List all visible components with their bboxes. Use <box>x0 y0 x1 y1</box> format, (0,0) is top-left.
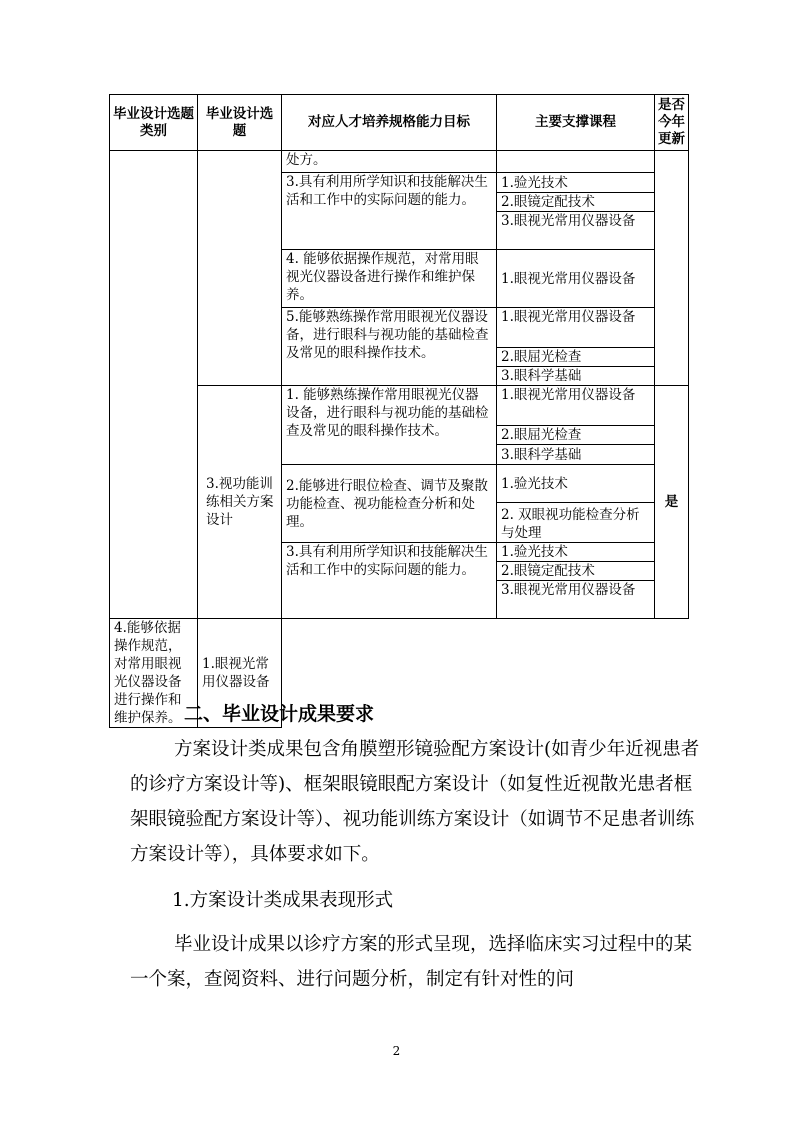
updated-yes: 是 <box>655 386 689 619</box>
category-cell <box>110 151 198 619</box>
ability-continued: 处方。 <box>282 151 497 173</box>
section-heading: 二、毕业设计成果要求 <box>184 703 375 725</box>
course-g2-3-3: 3.眼视光常用仪器设备 <box>497 581 655 619</box>
course-g1-5-3: 3.眼科学基础 <box>497 367 655 386</box>
paragraph-1: 方案设计类成果包含角膜塑形镜验配方案设计(如青少年近视患者的诊疗方案设计等)、框架眼镜眼配方案设计（如复性近视散光患者框架眼镜验配方案设计等）、视功能训练方案设计（如调节不足患者训练方案设计等），具体要求如下。 <box>130 739 700 865</box>
course-g1-4-1: 1.眼视光常用仪器设备 <box>497 250 655 308</box>
updated-cell-continued <box>655 151 689 386</box>
ability-g2-2: 2.能够进行眼位检查、调节及聚散功能检查、视功能检查分析和处理。 <box>282 465 497 543</box>
ability-g1-3: 3.具有利用所学知识和技能解决生活和工作中的实际问题的能力。 <box>282 173 497 250</box>
course-g2-1-1: 1.眼视光常用仪器设备 <box>497 386 655 426</box>
ability-g1-4: 4. 能够依据操作规范，对常用眼视光仪器设备进行操作和维护保养。 <box>282 250 497 308</box>
course-g1-3-2: 2.眼镜定配技术 <box>497 193 655 212</box>
header-courses: 主要支撑课程 <box>497 95 655 151</box>
course-g2-1-3: 3.眼科学基础 <box>497 445 655 465</box>
curriculum-table <box>109 94 689 728</box>
header-updated: 是否今年更新 <box>655 95 689 151</box>
sub-heading: 1.方案设计类成果表现形式 <box>172 890 394 911</box>
course-g2-4-1: 1.眼视光常用仪器设备 <box>198 619 282 728</box>
ability-g2-1: 1. 能够熟练操作常用眼视光仪器设备，进行眼科与视功能的基础检查及常见的眼科操作技术。 <box>282 386 497 465</box>
course-g2-1-2: 2.眼屈光检查 <box>497 426 655 445</box>
course-g2-3-1: 1.验光技术 <box>497 543 655 562</box>
course-cell-empty <box>497 151 655 173</box>
course-g2-3-2: 2.眼镜定配技术 <box>497 562 655 581</box>
course-g1-5-2: 2.眼屈光检查 <box>497 348 655 367</box>
page-number: 2 <box>392 1044 401 1058</box>
header-topic: 毕业设计选题 <box>198 95 282 151</box>
course-g1-3-3: 3.眼视光常用仪器设备 <box>497 212 655 250</box>
courses-g2-2 <box>497 465 655 543</box>
ability-g2-3: 3.具有利用所学知识和技能解决生活和工作中的实际问题的能力。 <box>282 543 497 619</box>
topic-vision-training: 3.视功能训练相关方案设计 <box>198 386 282 619</box>
course-g1-5-1: 1.眼视光常用仪器设备 <box>497 308 655 348</box>
paragraph-2: 毕业设计成果以诊疗方案的形式呈现，选择临床实习过程中的某一个案，查阅资料、进行问题分析，制定有针对性的问 <box>130 934 693 990</box>
header-ability: 对应人才培养规格能力目标 <box>282 95 497 151</box>
course-g1-3-1: 1.验光技术 <box>497 173 655 193</box>
header-category: 毕业设计选题类别 <box>110 95 198 151</box>
topic-cell-continued <box>198 151 282 386</box>
course-g2-2-1: 1.验光技术 <box>497 466 654 503</box>
course-g2-2-2: 2. 双眼视功能检查分析与处理 <box>501 506 640 541</box>
ability-g2-4: 4.能够依据操作规范，对常用眼视光仪器设备进行操作和维护保养。 <box>110 619 198 728</box>
ability-g1-5: 5.能够熟练操作常用眼视光仪器设备，进行眼科与视功能的基础检查及常见的眼科操作技术。 <box>282 308 497 386</box>
